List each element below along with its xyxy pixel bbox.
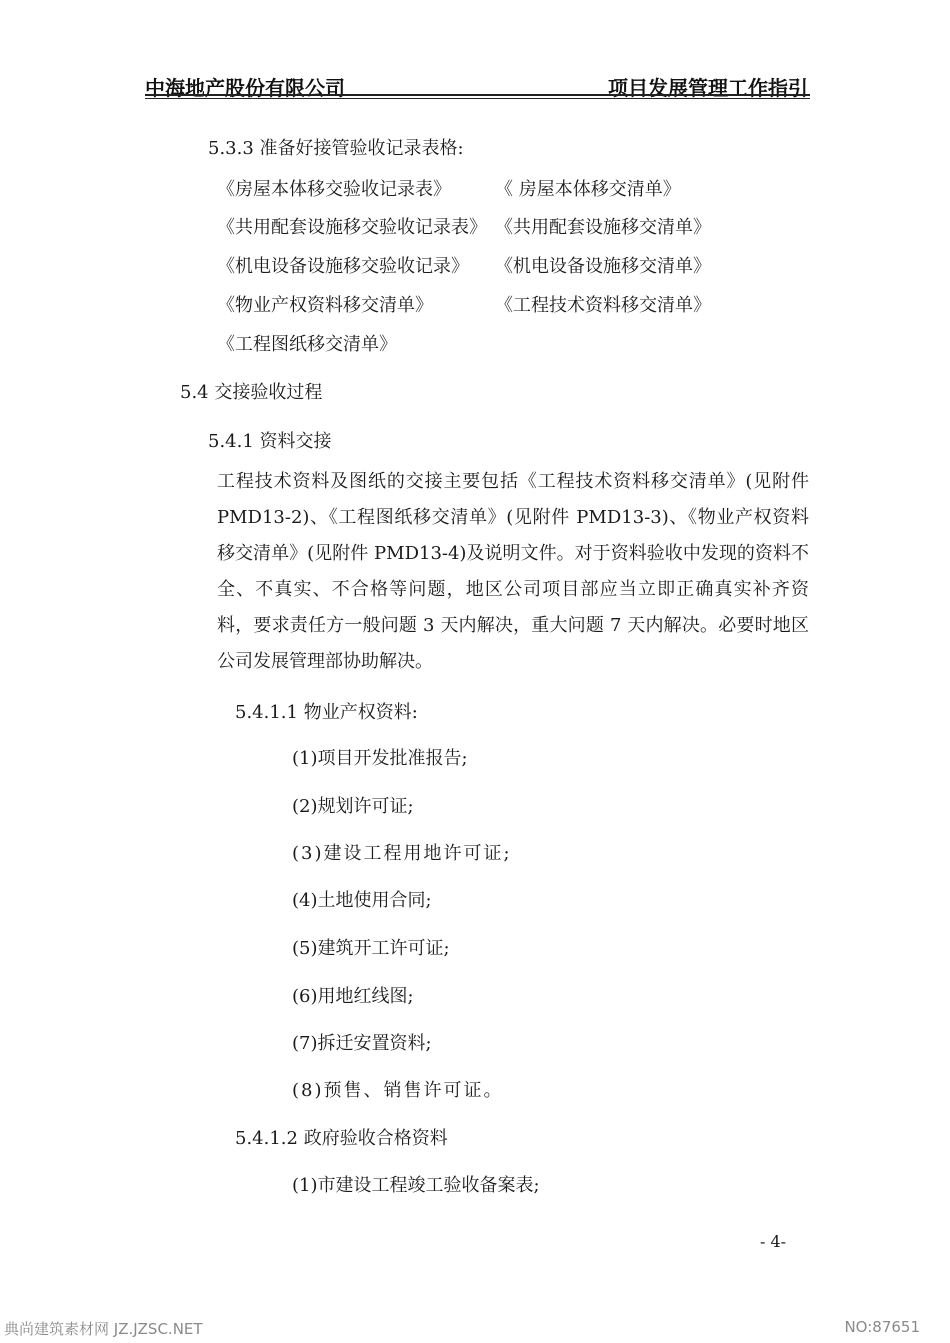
watermark-number: NO:87651 — [844, 1318, 920, 1336]
header-doc-title: 项目发展管理工作指引 — [608, 76, 808, 100]
list-item: (5)建筑开工许可证; — [292, 938, 450, 959]
header-company: 中海地产股份有限公司 — [145, 76, 345, 100]
list-item: (2)规划许可证; — [292, 796, 414, 817]
section-5411-heading: 5.4.1.1 物业产权资料: — [235, 702, 418, 723]
header-rule-thick — [145, 94, 810, 96]
form-title: 《房屋本体移交验收记录表》 — [217, 179, 451, 200]
page-number: - 4- — [760, 1232, 787, 1251]
list-item: (8)预售、销售许可证。 — [292, 1080, 504, 1101]
form-title: 《工程图纸移交清单》 — [217, 334, 397, 355]
section-54-heading: 5.4 交接验收过程 — [180, 382, 323, 403]
list-item: (3)建设工程用地许可证; — [292, 843, 512, 864]
form-title: 《 房屋本体移交清单》 — [495, 179, 681, 200]
list-item: (6)用地红线图; — [292, 986, 414, 1007]
header-rule-thin — [145, 98, 810, 99]
form-title: 《共用配套设施移交验收记录表》 — [217, 217, 487, 238]
list-item: (1)项目开发批准报告; — [292, 748, 468, 769]
section-541-paragraph: 工程技术资料及图纸的交接主要包括《工程技术资料移交清单》(见附件 PMD13-2)、《工程图纸移交清单》(见附件 PMD13-3)、《物业产权资料移交清单》(见附件 PMD13-4)及说明文件。对于资料验收中发现的资料不全、不真实、不合格等问题，地区公司项目部应当立即正确真实补齐资料，要求责任方一般问题 3 天内解决，重大问题 7 天内解决。必要时地区公司发展管理部协助解决。 — [217, 471, 809, 672]
section-5412-heading: 5.4.1.2 政府验收合格资料 — [235, 1128, 448, 1149]
form-title: 《共用配套设施移交清单》 — [495, 217, 711, 238]
form-title: 《机电设备设施移交验收记录》 — [217, 256, 469, 277]
section-533-heading: 5.3.3 准备好接管验收记录表格: — [208, 138, 464, 159]
list-item: (4)土地使用合同; — [292, 890, 432, 911]
form-title: 《机电设备设施移交清单》 — [495, 256, 711, 277]
form-title: 《物业产权资料移交清单》 — [217, 295, 433, 316]
watermark-site: 典尚建筑素材网 JZ.JZSC.NET — [4, 1320, 203, 1338]
form-title: 《工程技术资料移交清单》 — [495, 295, 711, 316]
list-item: (7)拆迁安置资料; — [292, 1033, 432, 1054]
section-541-heading: 5.4.1 资料交接 — [208, 431, 332, 452]
list-item: (1)市建设工程竣工验收备案表; — [292, 1175, 540, 1196]
